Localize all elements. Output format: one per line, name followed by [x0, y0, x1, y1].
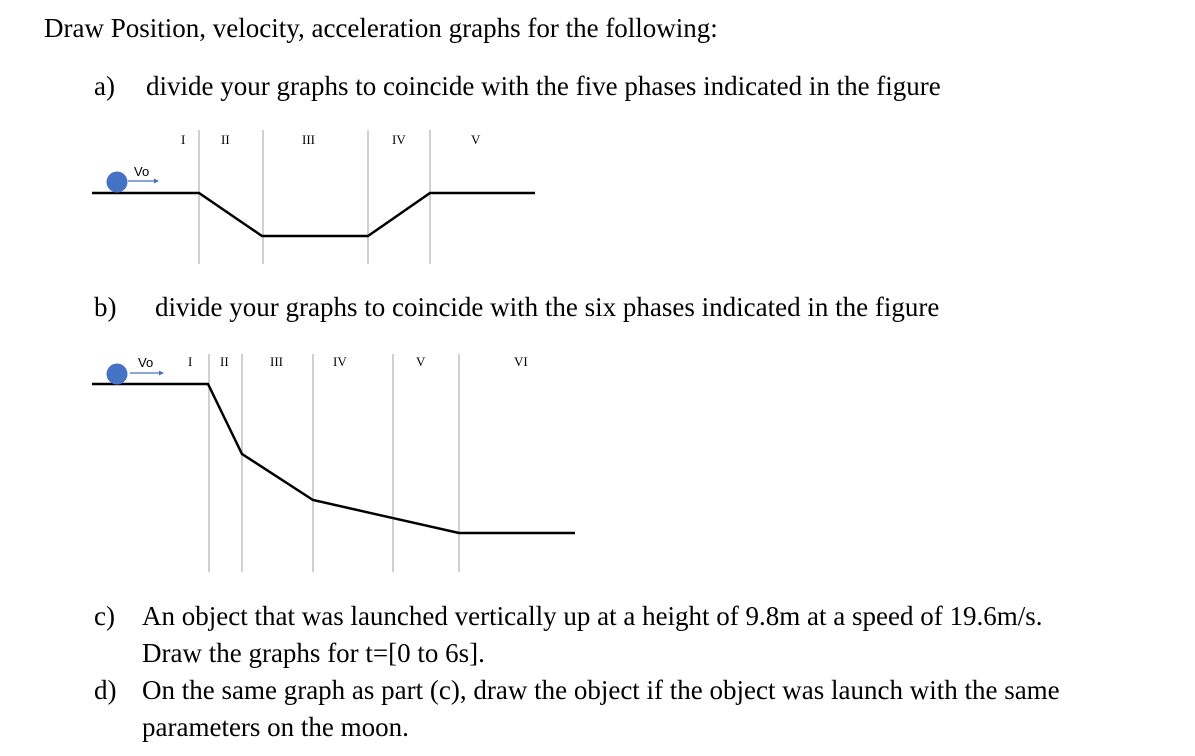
part-a-text: divide your graphs to coincide with the five phases indicated in the figure: [146, 71, 941, 101]
part-b-text: divide your graphs to coincide with the six phases indicated in the figure: [155, 292, 940, 322]
phase-a-1: I: [181, 132, 186, 147]
part-d-line2: parameters on the moon.: [142, 712, 409, 742]
phase-a-5: V: [471, 132, 481, 147]
figure-b: [0, 340, 620, 570]
part-c-line1: An object that was launched vertically up at a height of 9.8m at a speed of 19.6m/s.: [142, 601, 1043, 631]
phase-b-6: VI: [514, 354, 528, 369]
phase-a-3: III: [302, 132, 315, 147]
part-c-line2: Draw the graphs for t=[0 to 6s].: [142, 638, 485, 668]
phase-b-5: V: [416, 354, 426, 369]
track-b: [92, 384, 575, 533]
heading: Draw Position, velocity, acceleration graphs for the following:: [44, 13, 718, 43]
vo-label-b: Vo: [138, 355, 154, 370]
vo-label-a: Vo: [134, 164, 150, 179]
part-b-label: b): [94, 292, 117, 322]
phase-a-2: II: [221, 132, 230, 147]
phase-b-3: III: [270, 354, 283, 369]
part-d-line1: On the same graph as part (c), draw the object if the object was launch with the same: [142, 675, 1060, 705]
phase-a-4: IV: [392, 132, 406, 147]
velocity-arrowhead-a: [154, 179, 159, 184]
phase-b-1: I: [188, 354, 193, 369]
phase-b-2: II: [220, 354, 229, 369]
part-d-label: d): [94, 675, 117, 705]
ball-b: [107, 364, 128, 385]
part-c-label: c): [94, 601, 115, 631]
track-a: [92, 193, 535, 236]
velocity-arrowhead-b: [159, 371, 164, 376]
figure-a: [0, 120, 600, 280]
phase-b-4: IV: [333, 354, 347, 369]
ball-a: [107, 172, 128, 193]
part-a-label: a): [94, 71, 115, 101]
